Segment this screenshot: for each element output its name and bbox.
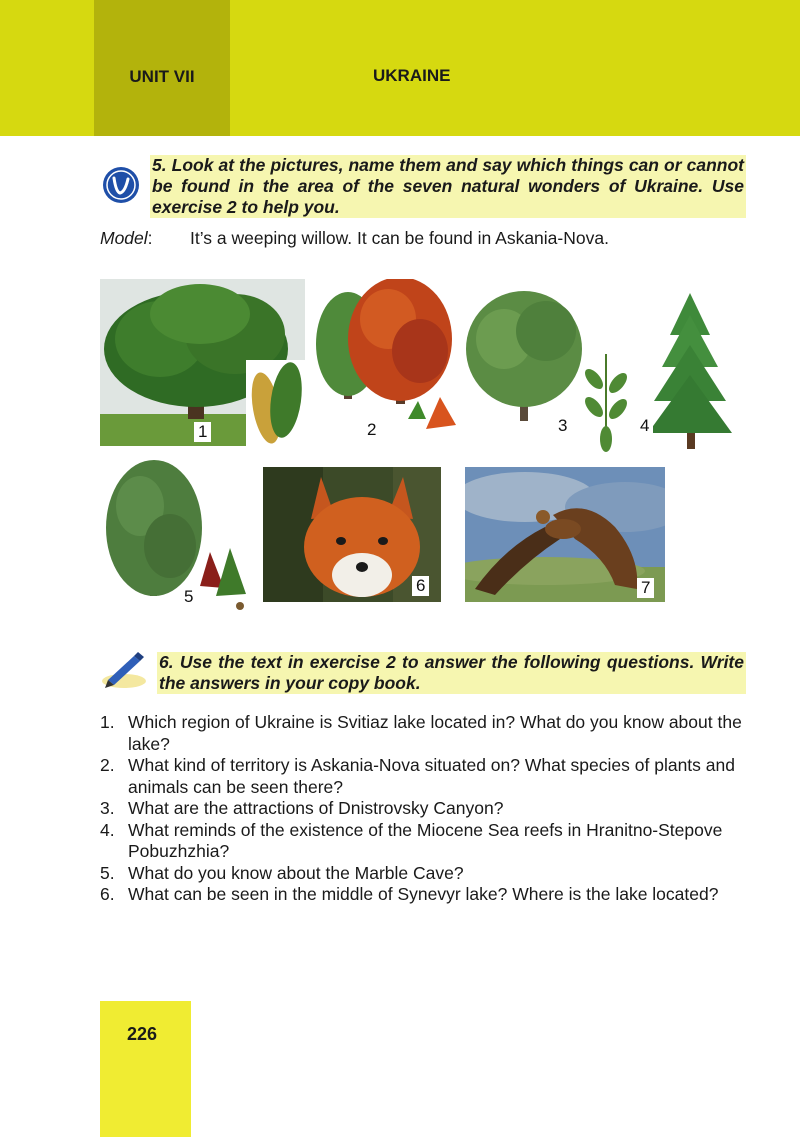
picture-red-oak bbox=[100, 456, 250, 614]
maple-trees-illustration bbox=[308, 279, 468, 449]
exercise-5-task: 5. Look at the pictures, name them and say which things can or cannot be found in the area of the seven natural wonders of Ukraine. Use exercise 2 to help you. bbox=[152, 155, 744, 217]
exercise-6-task: 6. Use the text in exercise 2 to answer the following questions. Write the answers in your copy book. bbox=[159, 652, 744, 693]
question-text: What can be seen in the middle of Synevyr lake? Where is the lake located? bbox=[128, 884, 719, 904]
question-item bbox=[100, 863, 750, 885]
eagle-photo bbox=[465, 467, 665, 602]
spruce-tree-illustration bbox=[640, 289, 740, 451]
picture-number-4: 4 bbox=[636, 416, 653, 436]
question-number: 2. bbox=[100, 755, 115, 775]
question-list bbox=[100, 712, 750, 906]
question-item bbox=[100, 712, 750, 755]
writing-pen-icon bbox=[100, 650, 148, 690]
question-number: 6. bbox=[100, 884, 115, 904]
page-number: 226 bbox=[126, 1024, 158, 1044]
picture-ash bbox=[464, 279, 634, 454]
unit-title: UKRAINE bbox=[373, 66, 451, 85]
picture-number-1: 1 bbox=[194, 422, 211, 442]
question-number: 1. bbox=[100, 712, 115, 732]
model-colon: : bbox=[147, 228, 153, 248]
speaking-icon bbox=[102, 166, 140, 204]
question-text: What kind of territory is Askania-Nova situated on? What species of plants and animals can be seen there? bbox=[128, 755, 735, 797]
question-text: What are the attractions of Dnistrovsky Canyon? bbox=[128, 798, 504, 818]
picture-eagle bbox=[465, 467, 665, 602]
question-number: 4. bbox=[100, 819, 115, 840]
ash-tree-illustration bbox=[464, 279, 634, 454]
picture-number-5: 5 bbox=[180, 587, 197, 607]
question-number: 3. bbox=[100, 798, 115, 818]
page-number-tab bbox=[100, 1001, 191, 1137]
picture-number-2: 2 bbox=[363, 420, 380, 440]
question-item bbox=[100, 798, 750, 820]
question-text: Which region of Ukraine is Svitiaz lake located in? What do you know about the lake? bbox=[128, 712, 742, 754]
question-item bbox=[100, 884, 750, 906]
oak-leaf-inset bbox=[246, 360, 308, 448]
question-item bbox=[100, 755, 750, 798]
picture-number-3: 3 bbox=[554, 416, 571, 436]
oak-leaves bbox=[246, 360, 308, 448]
model-label: Model bbox=[100, 228, 148, 248]
model-text: It’s a weeping willow. It can be found in Askania-Nova. bbox=[190, 228, 609, 248]
picture-spruce bbox=[640, 289, 740, 451]
unit-label: UNIT VII bbox=[129, 67, 195, 86]
model-example bbox=[100, 228, 609, 249]
picture-number-6: 6 bbox=[412, 576, 429, 596]
question-text: What reminds of the existence of the Miocene Sea reefs in Hranitno-Stepove Pobuzhzhia? bbox=[128, 819, 723, 861]
question-number: 5. bbox=[100, 862, 115, 883]
picture-maple bbox=[308, 279, 468, 449]
red-oak-illustration bbox=[100, 456, 250, 614]
picture-number-7: 7 bbox=[637, 578, 654, 598]
question-text: What do you know about the Marble Cave? bbox=[128, 862, 464, 883]
question-item bbox=[100, 820, 750, 863]
